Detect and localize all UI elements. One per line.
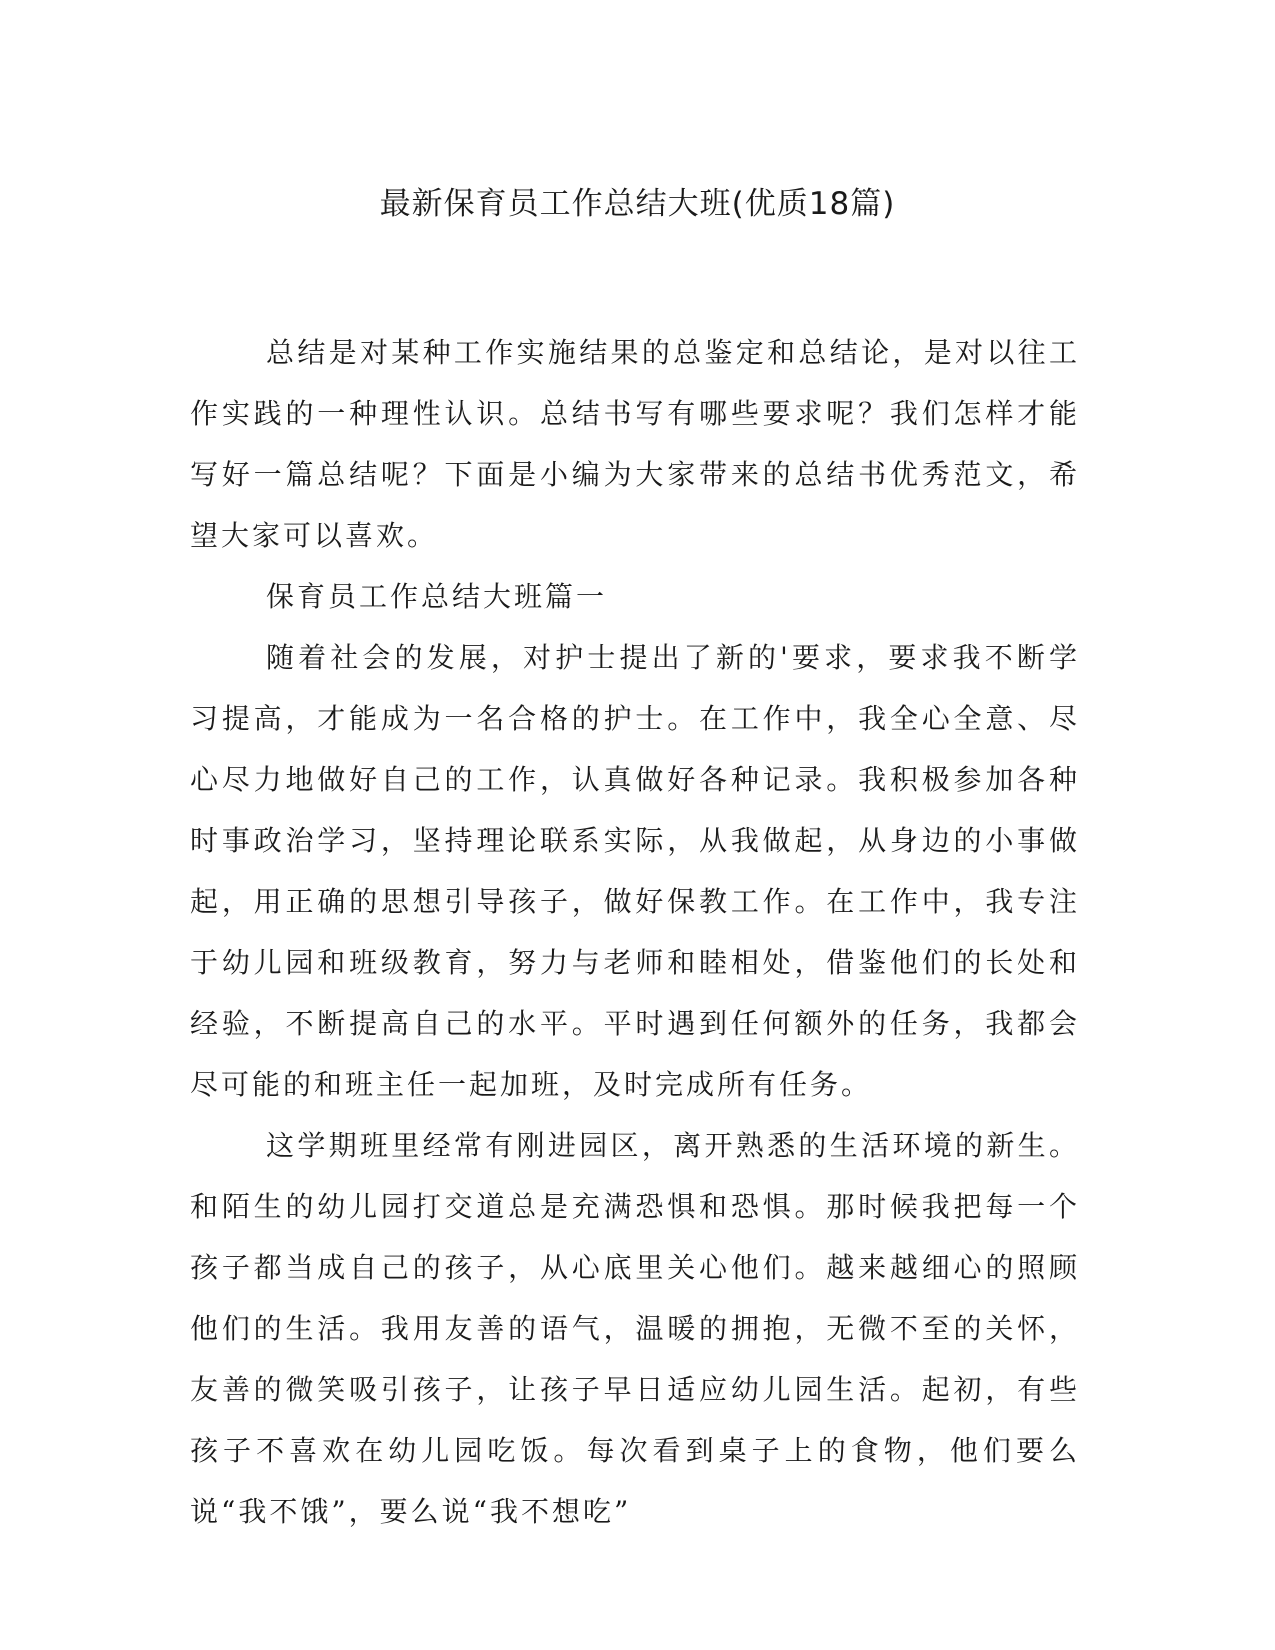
intro-paragraph: 总结是对某种工作实施结果的总鉴定和总结论，是对以往工作实践的一种理性认识。总结书写有哪些要求呢？我们怎样才能写好一篇总结呢？下面是小编为大家带来的总结书优秀范文，希望大家可以喜欢。 — [190, 336, 1080, 552]
body-paragraph: 随着社会的发展，对护士提出了新的'要求，要求我不断学习提高，才能成为一名合格的护士。在工作中，我全心全意、尽心尽力地做好自己的工作，认真做好各种记录。我积极参加各种时事政治学习，坚持理论联系实际，从我做起，从身边的小事做起，用正确的思想引导孩子，做好保教工作。在工作中，我专注于幼儿园和班级教育，努力与老师和睦相处，借鉴他们的长处和经验，不断提高自己的水平。平时遇到任何额外的任务，我都会尽可能的和班主任一起加班，及时完成所有任务。 — [190, 641, 1080, 1101]
document-body — [190, 322, 1080, 1542]
body-paragraph: 这学期班里经常有刚进园区，离开熟悉的生活环境的新生。和陌生的幼儿园打交道总是充满恐惧和恐惧。那时候我把每一个孩子都当成自己的孩子，从心底里关心他们。越来越细心的照顾他们的生活。我用友善的语气，温暖的拥抱，无微不至的关怀，友善的微笑吸引孩子，让孩子早日适应幼儿园生活。起初，有些孩子不喜欢在幼儿园吃饭。每次看到桌子上的食物，他们要么说“我不饿”，要么说“我不想吃” — [190, 1129, 1080, 1528]
section-heading: 保育员工作总结大班篇一 — [266, 580, 608, 613]
document-title: 最新保育员工作总结大班(优质18篇) — [379, 186, 896, 222]
